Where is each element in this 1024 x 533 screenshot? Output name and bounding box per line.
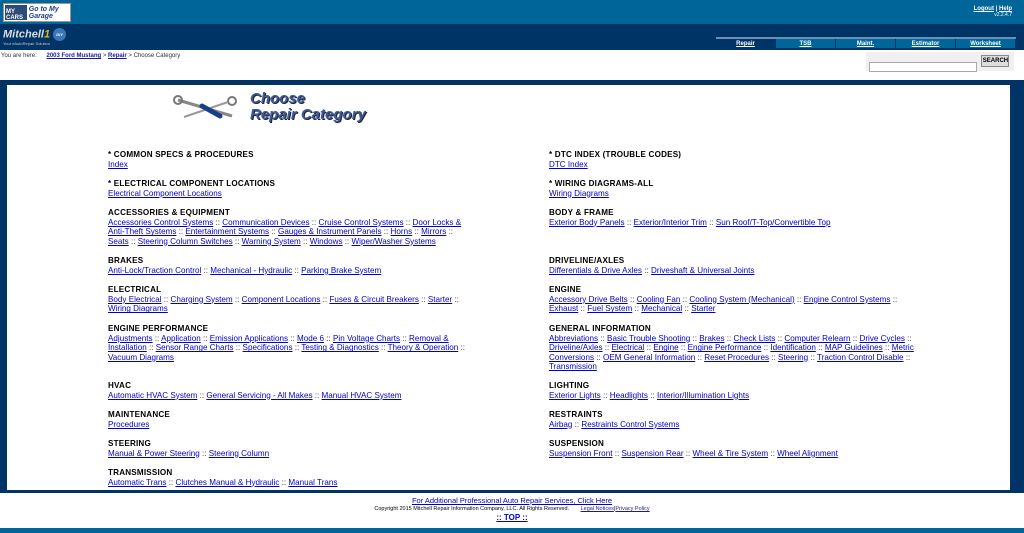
category-link[interactable]: Cooling Fan — [636, 294, 681, 304]
link-separator: :: — [650, 390, 655, 400]
category-link[interactable]: Steering Column Switches — [137, 236, 233, 246]
link-separator: :: — [202, 333, 208, 343]
category-section — [549, 256, 914, 275]
category-link[interactable]: Steering Column — [208, 448, 270, 458]
category-link[interactable]: MAP Guidelines — [824, 343, 883, 353]
tab-tsb[interactable]: TSB — [776, 39, 835, 48]
category-link[interactable]: Component Locations — [241, 294, 321, 304]
logout-link[interactable]: Logout — [973, 6, 994, 12]
category-link[interactable]: Restraints Control Systems — [581, 419, 680, 429]
category-link[interactable]: Clutches Manual & Hydraulic — [175, 477, 280, 487]
link-separator: :: — [602, 390, 608, 400]
link-separator: :: — [726, 333, 732, 343]
link-separator: :: — [322, 294, 328, 304]
category-link[interactable]: Transmission — [549, 362, 597, 372]
category-link[interactable]: Horns — [390, 227, 413, 237]
category-section — [549, 439, 914, 458]
account-links — [974, 6, 1012, 18]
search-button[interactable]: SEARCH — [981, 55, 1009, 67]
category-link[interactable]: Vacuum Diagrams — [108, 352, 174, 362]
tab-repair[interactable]: Repair — [716, 39, 775, 48]
link-separator: :: — [271, 227, 276, 237]
link-separator: :: — [454, 294, 459, 304]
category-section — [549, 381, 914, 400]
category-link[interactable]: Automatic Trans — [108, 477, 167, 487]
category-section — [108, 381, 473, 400]
top-bar — [0, 0, 1024, 24]
category-section — [108, 439, 473, 458]
link-separator: :: — [381, 343, 386, 353]
category-link[interactable]: Fuel System — [587, 304, 633, 314]
category-link[interactable]: Exterior/Interior Trim — [633, 217, 707, 227]
link-separator: :: — [574, 419, 580, 429]
category-link[interactable]: Windows — [309, 236, 343, 246]
link-separator: :: — [600, 333, 605, 343]
category-link[interactable]: Index — [108, 159, 128, 169]
category-link[interactable]: Driveline/Axles — [549, 343, 603, 353]
breadcrumb-sep: > — [102, 53, 107, 59]
search-input[interactable] — [869, 62, 977, 72]
link-separator: :: — [771, 352, 776, 362]
category-link[interactable]: Fuses & Circuit Breakers — [329, 294, 419, 304]
link-separator: :: — [302, 236, 308, 246]
category-section — [108, 410, 473, 429]
section-title: ELECTRICAL — [108, 285, 162, 294]
link-separator: :: — [294, 265, 299, 275]
category-link[interactable]: Drive Cycles — [859, 333, 905, 343]
link-separator: :: — [685, 448, 691, 458]
category-section — [549, 285, 914, 314]
wrench-screwdriver-icon — [172, 92, 242, 122]
category-link[interactable]: Airbag — [549, 419, 573, 429]
category-section — [108, 324, 473, 362]
breadcrumb-prefix: You are here: — [1, 53, 37, 59]
category-link[interactable]: Brakes — [699, 333, 725, 343]
link-separator: :: — [199, 390, 205, 400]
breadcrumb-vehicle[interactable]: 2003 Ford Mustang — [46, 53, 102, 59]
category-link[interactable]: Abbreviations — [549, 333, 599, 343]
category-link[interactable]: Wiper/Washer Systems — [351, 236, 436, 246]
category-link[interactable]: Engine Performance — [687, 343, 762, 353]
category-link[interactable]: Cruise Control Systems — [318, 217, 404, 227]
link-separator: :: — [154, 333, 160, 343]
section-title: * DTC INDEX (TROUBLE CODES) — [549, 150, 682, 159]
category-section — [549, 208, 914, 227]
category-link[interactable]: Mechanical — [641, 304, 683, 314]
link-separator: :: — [234, 236, 240, 246]
category-link[interactable]: Suspension Rear — [621, 448, 684, 458]
section-title: GENERAL INFORMATION — [549, 324, 651, 333]
section-title: BODY & FRAME — [549, 208, 614, 217]
section-title: STEERING — [108, 439, 151, 448]
category-link[interactable]: OEM General Information — [603, 352, 696, 362]
content-frame — [0, 80, 1024, 493]
link-separator: :: — [460, 343, 465, 353]
section-title: LIGHTING — [549, 381, 590, 390]
category-link[interactable]: Theory & Operation — [387, 343, 459, 353]
category-link[interactable]: Parking Brake System — [301, 265, 382, 275]
category-link[interactable]: Differentials & Drive Axles — [549, 265, 642, 275]
category-link[interactable]: Procedures — [108, 419, 150, 429]
category-link[interactable]: Application — [161, 333, 201, 343]
link-separator: :: — [178, 227, 184, 237]
link-separator: :: — [326, 333, 331, 343]
link-separator: :: — [163, 294, 169, 304]
category-link[interactable]: Sun Roof/T-Top/Convertible Top — [715, 217, 831, 227]
tab-maint[interactable]: Maint. — [836, 39, 895, 48]
section-title: TRANSMISSION — [108, 468, 173, 477]
category-link[interactable]: Mode 6 — [297, 333, 324, 343]
category-link[interactable]: Manual HVAC System — [321, 390, 402, 400]
link-separator: :: — [905, 352, 911, 362]
category-link[interactable]: Manual & Power Steering — [108, 448, 200, 458]
category-link[interactable]: Headlights — [609, 390, 648, 400]
category-link[interactable]: Engine — [653, 343, 679, 353]
category-link[interactable]: Gauges & Instrument Panels — [278, 227, 382, 237]
section-title: DRIVELINE/AXLES — [549, 256, 625, 265]
link-separator: :: — [148, 343, 154, 353]
category-link[interactable]: Communication Devices — [222, 217, 310, 227]
link-separator: :: — [709, 217, 714, 227]
link-separator: :: — [763, 343, 769, 353]
category-link[interactable]: Testing & Diagnostics — [301, 343, 379, 353]
category-link[interactable]: Wheel Alignment — [777, 448, 838, 458]
breadcrumb-repair[interactable]: Repair — [108, 53, 127, 59]
link-separator: :: — [405, 217, 411, 227]
link-separator: :: — [168, 477, 174, 487]
category-link[interactable]: Sensor Range Charts — [155, 343, 234, 353]
category-section — [108, 468, 473, 487]
category-link[interactable]: Manual Trans — [288, 477, 338, 487]
link-separator: :: — [818, 343, 823, 353]
link-separator: :: — [290, 333, 295, 343]
help-link[interactable]: Help — [998, 6, 1012, 12]
link-separator: :: — [777, 333, 783, 343]
go-to-garage-label: Go to My Garage — [28, 5, 59, 20]
category-link[interactable]: Charging System — [170, 294, 233, 304]
category-link[interactable]: Driveshaft & Universal Joints — [650, 265, 755, 275]
section-title: * COMMON SPECS & PROCEDURES — [108, 150, 254, 159]
link-separator: :: — [580, 304, 585, 314]
breadcrumb-sep: > — [128, 53, 132, 59]
link-separator: :: — [235, 343, 241, 353]
category-link[interactable]: Specifications — [242, 343, 293, 353]
category-link[interactable]: Removal & Installation — [108, 333, 449, 353]
section-title: * ELECTRICAL COMPONENT LOCATIONS — [108, 179, 276, 188]
link-separator: :: — [383, 227, 389, 237]
category-link[interactable]: Metric Conversions — [549, 343, 914, 362]
link-separator: :: — [682, 294, 688, 304]
link-separator: :: — [626, 217, 632, 227]
link-separator: :: — [770, 448, 775, 458]
category-link[interactable]: Wheel & Tire System — [692, 448, 769, 458]
copyright: Copyright 2015 Mitchell Repair Information Company, LLC. All Rights Reserved. — [374, 506, 570, 512]
separator: | — [613, 506, 616, 512]
category-link[interactable]: Seats — [108, 236, 129, 246]
breadcrumb — [1, 53, 180, 59]
category-link[interactable]: Automatic HVAC System — [108, 390, 198, 400]
category-link[interactable]: Entertainment Systems — [185, 227, 270, 237]
link-separator: :: — [907, 333, 912, 343]
link-separator: :: — [644, 265, 649, 275]
link-separator: :: — [448, 227, 454, 237]
link-separator: :: — [810, 352, 815, 362]
link-separator: :: — [892, 294, 898, 304]
link-separator: :: — [234, 294, 240, 304]
section-title: ENGINE — [549, 285, 582, 294]
category-section — [108, 285, 473, 314]
category-link[interactable]: Wiring Diagrams — [549, 188, 609, 198]
category-link[interactable]: Computer Relearn — [784, 333, 851, 343]
privacy-policy-link[interactable]: Privacy Policy — [615, 506, 650, 512]
link-separator: :: — [281, 477, 287, 487]
link-separator: :: — [402, 333, 407, 343]
footer — [0, 496, 1024, 522]
title-line1: Choose — [250, 90, 306, 107]
page-title — [172, 91, 366, 123]
link-separator: :: — [852, 333, 858, 343]
category-section — [549, 150, 914, 169]
section-title: ENGINE PERFORMANCE — [108, 324, 209, 333]
section-title: RESTRAINTS — [549, 410, 603, 419]
link-separator: :: — [130, 236, 136, 246]
link-separator: :: — [884, 343, 890, 353]
category-link[interactable]: DTC Index — [549, 159, 588, 169]
category-section — [108, 208, 473, 246]
category-link[interactable]: Body Electrical — [108, 294, 162, 304]
link-separator: :: — [684, 304, 689, 314]
link-separator: :: — [344, 236, 350, 246]
link-separator: :: — [634, 304, 639, 314]
category-link[interactable]: Door Locks & Anti-Theft Systems — [108, 217, 462, 237]
category-link[interactable]: Mechanical - Hydraulic — [210, 265, 293, 275]
category-link[interactable]: Interior/Illumination Lights — [656, 390, 750, 400]
category-section — [549, 410, 914, 429]
category-link[interactable]: General Servicing - All Makes — [206, 390, 313, 400]
category-section — [108, 256, 473, 275]
category-link[interactable]: Suspension Front — [549, 448, 613, 458]
category-link[interactable]: Exterior Lights — [549, 390, 601, 400]
category-link[interactable]: Cooling System (Mechanical) — [689, 294, 795, 304]
link-separator: :: — [646, 343, 652, 353]
link-separator: :: — [680, 343, 686, 353]
category-link[interactable]: Engine Control Systems — [803, 294, 891, 304]
category-link[interactable]: Starter — [691, 304, 716, 314]
category-link[interactable]: Wiring Diagrams — [108, 304, 168, 314]
mitchell1-logo: Mitchell1 DIY Your eAutoRepair Solution — [3, 28, 66, 46]
section-title: MAINTENANCE — [108, 410, 171, 419]
category-link[interactable]: Pin Voltage Charts — [333, 333, 401, 343]
link-separator: :: — [614, 448, 620, 458]
content-panel — [7, 85, 1010, 490]
bottom-bar — [0, 528, 1024, 533]
separator: | — [995, 6, 998, 12]
tab-estimator[interactable]: Estimator — [896, 39, 955, 48]
category-link[interactable]: Steering — [778, 352, 809, 362]
category-link[interactable]: Starter — [427, 294, 453, 304]
link-separator: :: — [203, 265, 209, 275]
category-link[interactable]: Electrical — [611, 343, 645, 353]
category-section — [108, 150, 473, 169]
link-separator: :: — [314, 390, 320, 400]
link-separator: :: — [294, 343, 300, 353]
tab-worksheet[interactable]: Worksheet — [956, 39, 1015, 48]
section-title: ACCESSORIES & EQUIPMENT — [108, 208, 230, 217]
section-title: BRAKES — [108, 256, 144, 265]
category-link[interactable]: Basic Trouble Shooting — [607, 333, 691, 343]
section-title: SUSPENSION — [549, 439, 605, 448]
category-link[interactable]: Adjustments — [108, 333, 153, 343]
category-section — [549, 179, 914, 198]
version-label: v2.2.4.7 — [994, 12, 1012, 18]
link-separator: :: — [311, 217, 317, 227]
category-link[interactable]: Exterior Body Panels — [549, 217, 625, 227]
link-separator: :: — [421, 294, 426, 304]
link-separator: :: — [629, 294, 635, 304]
category-link[interactable]: Mirrors — [421, 227, 447, 237]
category-link[interactable]: Reset Procedures — [704, 352, 770, 362]
back-to-top-link[interactable]: :: TOP :: — [496, 513, 528, 522]
category-link[interactable]: Traction Control Disable — [817, 352, 904, 362]
link-separator: :: — [692, 333, 698, 343]
search-box — [866, 52, 1014, 71]
category-link[interactable]: Electrical Component Locations — [108, 188, 222, 198]
go-to-my-garage-button[interactable] — [3, 3, 71, 22]
my-cars-label: MY CARS — [5, 5, 27, 20]
category-link[interactable]: Identification — [770, 343, 816, 353]
link-separator: :: — [596, 352, 601, 362]
link-separator: :: — [697, 352, 702, 362]
link-separator: :: — [796, 294, 802, 304]
link-separator: :: — [215, 217, 221, 227]
category-link[interactable]: Check Lists — [733, 333, 776, 343]
main-tabs — [716, 37, 1016, 48]
link-separator: :: — [202, 448, 207, 458]
title-line2: Repair Category — [250, 106, 366, 123]
legal-notices-link[interactable]: Legal Notices — [580, 506, 614, 512]
category-link[interactable]: Accessory Drive Belts — [549, 294, 628, 304]
link-separator: :: — [414, 227, 419, 237]
breadcrumb-current: Choose Category — [133, 53, 181, 59]
category-link[interactable]: Warning System — [241, 236, 301, 246]
section-title: * WIRING DIAGRAMS-ALL — [549, 179, 654, 188]
more-services-link[interactable]: For Additional Professional Auto Repair Services, Click Here — [411, 496, 613, 505]
category-section — [108, 179, 473, 198]
category-section — [549, 324, 914, 372]
link-separator: :: — [604, 343, 610, 353]
category-link[interactable]: Emission Applications — [209, 333, 288, 343]
category-link[interactable]: Anti-Lock/Traction Control — [108, 265, 202, 275]
section-title: HVAC — [108, 381, 132, 390]
category-link[interactable]: Accessories Control Systems — [108, 217, 214, 227]
category-link[interactable]: Exhaust — [549, 304, 579, 314]
